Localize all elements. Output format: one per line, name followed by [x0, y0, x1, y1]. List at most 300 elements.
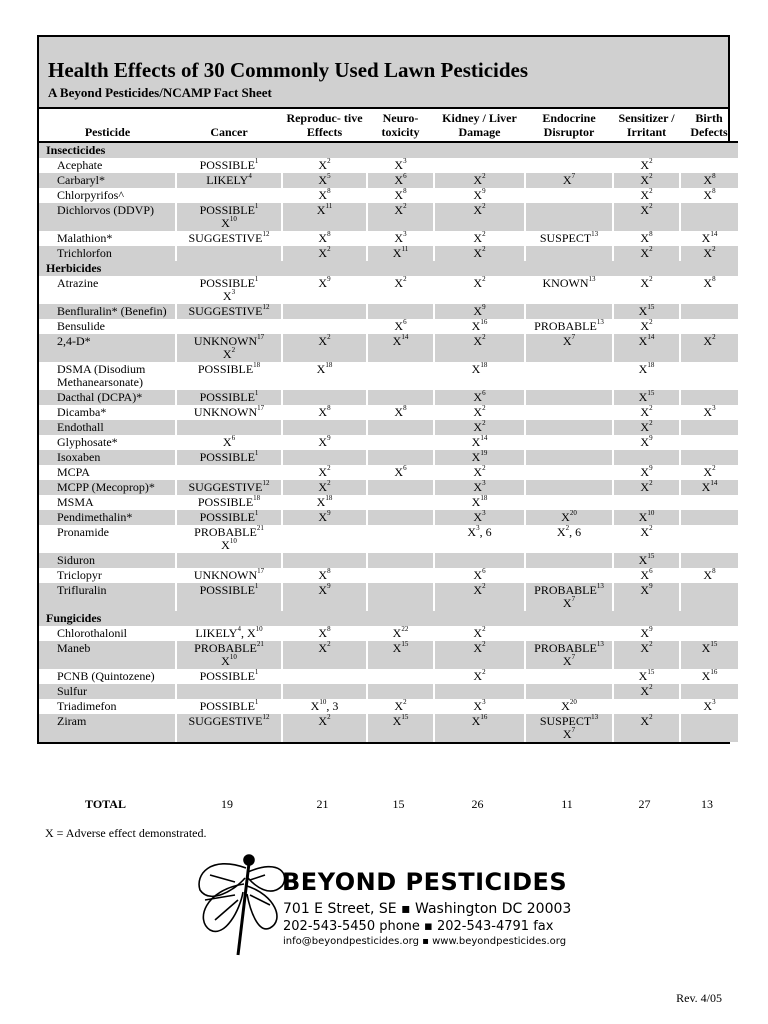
effect-cell: LIKELY$^4$, $X^{10}$	[176, 626, 282, 641]
effect-cell	[525, 246, 613, 261]
column-header: Pesticide	[39, 109, 176, 142]
effect-cell	[525, 188, 613, 203]
effect-cell: $X^3$	[367, 158, 434, 173]
effect-cell: $X^{15}$	[613, 304, 680, 319]
effect-cell	[176, 188, 282, 203]
effect-cell: $X^6$	[176, 435, 282, 450]
pesticide-name: 2,4-D*	[39, 334, 176, 362]
effect-cell	[680, 525, 738, 553]
pesticide-name: MCPA	[39, 465, 176, 480]
effect-cell: $X^2$	[613, 173, 680, 188]
total-value: 15	[392, 797, 405, 811]
effect-cell: $X^{18}$	[613, 362, 680, 390]
effect-cell	[525, 390, 613, 405]
effect-cell: $X^2$	[613, 203, 680, 231]
table-row	[39, 669, 738, 684]
table-row	[39, 641, 738, 669]
pesticide-name: Dichlorvos (DDVP)	[39, 203, 176, 231]
pesticide-name: Dacthal (DCPA)*	[39, 390, 176, 405]
effect-cell: $X^2$	[434, 626, 525, 641]
effect-cell	[282, 525, 367, 553]
category-label: Herbicides	[39, 261, 738, 276]
effect-cell	[525, 203, 613, 231]
effect-cell: $X^3$, 6	[434, 525, 525, 553]
table-row	[39, 568, 738, 583]
effect-cell: $X^9$	[613, 583, 680, 611]
effect-cell	[525, 435, 613, 450]
effect-cell: $X^6$	[434, 568, 525, 583]
table-row	[39, 714, 738, 742]
effect-cell: $X^8$	[282, 188, 367, 203]
effect-cell: $X^{20}$	[525, 510, 613, 525]
pesticide-name: Trifluralin	[39, 583, 176, 611]
effect-cell: $X^{16}$	[680, 669, 738, 684]
effect-cell: $X^2$	[434, 276, 525, 304]
effect-cell	[282, 319, 367, 334]
column-header: Birth Defects	[680, 109, 738, 142]
effect-cell	[434, 158, 525, 173]
page-title: Health Effects of 30 Commonly Used Lawn Pesticides	[48, 58, 529, 82]
pesticide-name: Endothall	[39, 420, 176, 435]
pesticide-name: MSMA	[39, 495, 176, 510]
effect-cell	[367, 362, 434, 390]
effect-cell: $X^6$	[434, 390, 525, 405]
effect-cell: $X^2$	[434, 173, 525, 188]
effect-cell	[367, 684, 434, 699]
effect-cell: $X^9$	[434, 188, 525, 203]
effect-cell: POSSIBLE$^{18}$	[176, 362, 282, 390]
effect-cell: $X^2$	[282, 334, 367, 362]
effect-cell	[680, 583, 738, 611]
pesticide-table	[39, 109, 738, 742]
effect-cell: $X^2$	[434, 583, 525, 611]
effect-cell: $X^9$	[282, 510, 367, 525]
effect-cell: $X^2$	[282, 246, 367, 261]
effect-cell: $X^2$	[282, 158, 367, 173]
pesticide-name: Bensulide	[39, 319, 176, 334]
category-label: Insecticides	[39, 142, 738, 158]
effect-cell: $X^9$	[282, 435, 367, 450]
effect-cell: UNKNOWN$^{17}$	[176, 405, 282, 420]
effect-cell: POSSIBLE$^1$	[176, 450, 282, 465]
effect-cell: PROBABLE$^{13}$ $X^7$	[525, 641, 613, 669]
pesticide-name: Malathion*	[39, 231, 176, 246]
effect-cell: $X^7$	[525, 173, 613, 188]
effect-cell: $X^6$	[367, 465, 434, 480]
effect-cell: $X^{15}$	[367, 641, 434, 669]
effect-cell: $X^2$	[434, 669, 525, 684]
effect-cell	[525, 669, 613, 684]
effect-cell	[282, 669, 367, 684]
total-value: 26	[471, 797, 484, 811]
table-row	[39, 173, 738, 188]
pesticide-name: Sulfur	[39, 684, 176, 699]
pesticide-name: Glyphosate*	[39, 435, 176, 450]
effect-cell	[176, 319, 282, 334]
effect-cell: $X^2$	[613, 405, 680, 420]
effect-cell: $X^2$	[613, 684, 680, 699]
effect-cell	[680, 158, 738, 173]
effect-cell	[282, 684, 367, 699]
effect-cell	[176, 684, 282, 699]
effect-cell: $X^2$	[434, 203, 525, 231]
effect-cell	[367, 304, 434, 319]
table-row	[39, 480, 738, 495]
effect-cell	[525, 362, 613, 390]
effect-cell: $X^{18}$	[282, 362, 367, 390]
effect-cell: PROBABLE$^{21}$ $X^{10}$	[176, 641, 282, 669]
effect-cell	[176, 246, 282, 261]
effect-cell	[680, 203, 738, 231]
pesticide-name: PCNB (Quintozene)	[39, 669, 176, 684]
pesticide-name: Triclopyr	[39, 568, 176, 583]
table-row	[39, 158, 738, 173]
effect-cell: $X^2$	[434, 231, 525, 246]
effect-cell: $X^6$	[367, 319, 434, 334]
effect-cell: POSSIBLE$^{18}$	[176, 495, 282, 510]
effect-cell: $X^{18}$	[282, 495, 367, 510]
effect-cell: POSSIBLE$^1$	[176, 510, 282, 525]
effect-cell: $X^9$	[613, 435, 680, 450]
table-row	[39, 203, 738, 231]
effect-cell: $X^2$	[282, 480, 367, 495]
effect-cell	[367, 553, 434, 568]
column-header: Neuro- toxicity	[367, 109, 434, 142]
effect-cell: $X^{11}$	[367, 246, 434, 261]
effect-cell	[613, 495, 680, 510]
effect-cell: $X^{14}$	[367, 334, 434, 362]
effect-cell	[176, 465, 282, 480]
effect-cell: $X^{15}$	[367, 714, 434, 742]
effect-cell: $X^2$	[282, 641, 367, 669]
effect-cell	[367, 435, 434, 450]
effect-cell: $X^2$, 6	[525, 525, 613, 553]
effect-cell: $X^2$	[680, 246, 738, 261]
effect-cell: $X^8$	[367, 188, 434, 203]
pesticide-name: Isoxaben	[39, 450, 176, 465]
effect-cell	[282, 450, 367, 465]
effect-cell: $X^8$	[367, 405, 434, 420]
effect-cell: $X^2$	[680, 334, 738, 362]
effect-cell	[680, 510, 738, 525]
table-row	[39, 465, 738, 480]
effect-cell: $X^9$	[434, 304, 525, 319]
effect-cell: $X^2$	[434, 334, 525, 362]
effect-cell: $X^9$	[613, 465, 680, 480]
org-web: info@beyondpesticides.org ▪ www.beyondpesticides.org	[283, 936, 567, 947]
effect-cell: $X^{18}$	[434, 362, 525, 390]
category-row	[39, 611, 738, 626]
effect-cell	[680, 684, 738, 699]
pesticide-name: Pendimethalin*	[39, 510, 176, 525]
pesticide-name: Acephate	[39, 158, 176, 173]
effect-cell	[680, 304, 738, 319]
org-phone: 202-543-5450 phone ▪ 202-543-4791 fax	[283, 919, 554, 934]
pesticide-name: Pronamide	[39, 525, 176, 553]
effect-cell: $X^2$	[613, 480, 680, 495]
effect-cell: SUSPECT$^{13}$	[525, 231, 613, 246]
effect-cell: PROBABLE$^{13}$ $X^7$	[525, 583, 613, 611]
effect-cell: $X^8$	[282, 405, 367, 420]
table-row	[39, 420, 738, 435]
table-row	[39, 626, 738, 641]
effect-cell: SUGGESTIVE$^{12}$	[176, 714, 282, 742]
effect-cell	[434, 684, 525, 699]
org-address: 701 E Street, SE ▪ Washington DC 20003	[283, 901, 572, 917]
category-row	[39, 142, 738, 158]
table-row	[39, 510, 738, 525]
pesticide-name: Carbaryl*	[39, 173, 176, 188]
effect-cell: $X^{15}$	[613, 390, 680, 405]
effect-cell	[525, 684, 613, 699]
effect-cell: $X^8$	[613, 231, 680, 246]
effect-cell: $X^2$	[680, 465, 738, 480]
effect-cell: $X^8$	[680, 568, 738, 583]
effect-cell: $X^{14}$	[680, 480, 738, 495]
effect-cell: $X^5$	[282, 173, 367, 188]
effect-cell: POSSIBLE$^1$	[176, 669, 282, 684]
pesticide-name: Trichlorfon	[39, 246, 176, 261]
effect-cell: $X^2$	[282, 465, 367, 480]
totals-row	[37, 797, 736, 812]
column-header: Reproduc- tive Effects	[282, 109, 367, 142]
effect-cell: POSSIBLE$^1$	[176, 699, 282, 714]
effect-cell	[282, 304, 367, 319]
effect-cell	[525, 420, 613, 435]
pesticide-name: Chlorpyrifos^	[39, 188, 176, 203]
table-row	[39, 435, 738, 450]
effect-cell	[434, 553, 525, 568]
effect-cell: $X^2$	[613, 525, 680, 553]
effect-cell: KNOWN$^{13}$	[525, 276, 613, 304]
table-row	[39, 390, 738, 405]
legend-note: X = Adverse effect demonstrated.	[45, 826, 207, 840]
table-row	[39, 231, 738, 246]
revision-date: Rev. 4/05	[676, 991, 722, 1005]
effect-cell	[367, 510, 434, 525]
effect-cell: UNKNOWN$^{17}$ $X^2$	[176, 334, 282, 362]
effect-cell	[680, 450, 738, 465]
effect-cell: $X^2$	[613, 641, 680, 669]
effect-cell: $X^{22}$	[367, 626, 434, 641]
effect-cell: POSSIBLE$^1$ $X^3$	[176, 276, 282, 304]
effect-cell: $X^2$	[367, 203, 434, 231]
effect-cell: $X^3$	[680, 699, 738, 714]
effect-cell: $X^2$	[613, 158, 680, 173]
effect-cell: $X^{16}$	[434, 714, 525, 742]
table-row	[39, 188, 738, 203]
table-row	[39, 450, 738, 465]
effect-cell: POSSIBLE$^1$ $X^{10}$	[176, 203, 282, 231]
effect-cell: $X^{14}$	[613, 334, 680, 362]
effect-cell: $X^6$	[367, 173, 434, 188]
total-value: 11	[561, 797, 573, 811]
effect-cell: UNKNOWN$^{17}$	[176, 568, 282, 583]
table-row	[39, 276, 738, 304]
effect-cell: $X^{18}$	[434, 495, 525, 510]
effect-cell: $X^2$	[613, 714, 680, 742]
effect-cell: $X^8$	[282, 568, 367, 583]
effect-cell: $X^{11}$	[282, 203, 367, 231]
effect-cell: $X^{16}$	[434, 319, 525, 334]
total-value: 27	[638, 797, 651, 811]
effect-cell	[680, 390, 738, 405]
effect-cell	[525, 405, 613, 420]
effect-cell	[680, 714, 738, 742]
pesticide-name: MCPP (Mecoprop)*	[39, 480, 176, 495]
effect-cell: $X^2$	[613, 246, 680, 261]
effect-cell: $X^{15}$	[680, 641, 738, 669]
table-row	[39, 525, 738, 553]
effect-cell: $X^7$	[525, 334, 613, 362]
effect-cell: $X^2$	[367, 276, 434, 304]
effect-cell	[680, 553, 738, 568]
pesticide-name: Benfluralin* (Benefin)	[39, 304, 176, 319]
effect-cell: $X^{14}$	[680, 231, 738, 246]
sheet-header	[39, 37, 728, 109]
effect-cell: $X^8$	[282, 231, 367, 246]
effect-cell	[367, 495, 434, 510]
effect-cell: $X^8$	[282, 626, 367, 641]
effect-cell	[282, 390, 367, 405]
table-row	[39, 583, 738, 611]
category-row	[39, 261, 738, 276]
effect-cell	[367, 480, 434, 495]
effect-cell: $X^{20}$	[525, 699, 613, 714]
table-row	[39, 553, 738, 568]
effect-cell: LIKELY$^4$	[176, 173, 282, 188]
effect-cell: $X^3$	[434, 510, 525, 525]
effect-cell: $X^{10}$, 3	[282, 699, 367, 714]
effect-cell: PROBABLE$^{21}$ $X^{10}$	[176, 525, 282, 553]
effect-cell	[176, 553, 282, 568]
effect-cell: $X^2$	[613, 276, 680, 304]
table-row	[39, 699, 738, 714]
column-header: Endocrine Disruptor	[525, 109, 613, 142]
effect-cell: $X^2$	[367, 699, 434, 714]
effect-cell: $X^2$	[613, 188, 680, 203]
effect-cell: $X^2$	[282, 714, 367, 742]
effect-cell	[680, 420, 738, 435]
effect-cell	[367, 525, 434, 553]
column-header: Sensitizer / Irritant	[613, 109, 680, 142]
table-row	[39, 246, 738, 261]
effect-cell	[525, 568, 613, 583]
effect-cell: $X^8$	[680, 188, 738, 203]
effect-cell: $X^{14}$	[434, 435, 525, 450]
effect-cell	[367, 669, 434, 684]
effect-cell	[680, 495, 738, 510]
pesticide-name: DSMA (Disodium Methanearsonate)	[39, 362, 176, 390]
effect-cell	[680, 319, 738, 334]
effect-cell	[367, 420, 434, 435]
effect-cell: $X^2$	[434, 246, 525, 261]
effect-cell: POSSIBLE$^1$	[176, 390, 282, 405]
effect-cell: $X^2$	[434, 405, 525, 420]
effect-cell: $X^6$	[613, 568, 680, 583]
effect-cell: SUGGESTIVE$^{12}$	[176, 480, 282, 495]
effect-cell	[282, 420, 367, 435]
effect-cell: POSSIBLE$^1$	[176, 583, 282, 611]
effect-cell: POSSIBLE$^1$	[176, 158, 282, 173]
effect-cell: SUGGESTIVE$^{12}$	[176, 231, 282, 246]
effect-cell: $X^9$	[282, 583, 367, 611]
total-label: TOTAL	[85, 797, 126, 811]
effect-cell	[680, 435, 738, 450]
effect-cell: $X^8$	[680, 276, 738, 304]
effect-cell	[613, 699, 680, 714]
pesticide-name: Dicamba*	[39, 405, 176, 420]
effect-cell: $X^8$	[680, 173, 738, 188]
effect-cell: PROBABLE$^{13}$	[525, 319, 613, 334]
effect-cell	[367, 390, 434, 405]
effect-cell: $X^9$	[282, 276, 367, 304]
table-row	[39, 334, 738, 362]
effect-cell	[525, 495, 613, 510]
effect-cell	[525, 480, 613, 495]
effect-cell: $X^2$	[434, 420, 525, 435]
effect-cell	[525, 553, 613, 568]
column-header: Kidney / Liver Damage	[434, 109, 525, 142]
table-row	[39, 684, 738, 699]
fact-sheet	[37, 35, 730, 744]
effect-cell: $X^9$	[613, 626, 680, 641]
column-header: Cancer	[176, 109, 282, 142]
effect-cell: $X^{15}$	[613, 669, 680, 684]
effect-cell	[367, 583, 434, 611]
effect-cell: $X^3$	[434, 699, 525, 714]
table-header-row	[39, 109, 738, 142]
effect-cell: $X^3$	[367, 231, 434, 246]
table-row	[39, 304, 738, 319]
effect-cell	[367, 568, 434, 583]
page-subtitle: A Beyond Pesticides/NCAMP Fact Sheet	[48, 85, 272, 100]
effect-cell: SUGGESTIVE$^{12}$	[176, 304, 282, 319]
pesticide-name: Siduron	[39, 553, 176, 568]
org-name: BEYOND PESTICIDES	[282, 868, 568, 896]
effect-cell	[282, 553, 367, 568]
effect-cell	[176, 420, 282, 435]
effect-cell: $X^{10}$	[613, 510, 680, 525]
category-label: Fungicides	[39, 611, 738, 626]
table-row	[39, 495, 738, 510]
pesticide-name: Atrazine	[39, 276, 176, 304]
effect-cell	[367, 450, 434, 465]
effect-cell: $X^{19}$	[434, 450, 525, 465]
effect-cell	[525, 465, 613, 480]
pesticide-name: Chlorothalonil	[39, 626, 176, 641]
total-value: 13	[701, 797, 713, 811]
effect-cell	[680, 626, 738, 641]
total-value: 21	[316, 797, 329, 811]
effect-cell	[680, 362, 738, 390]
pesticide-name: Triadimefon	[39, 699, 176, 714]
table-row	[39, 362, 738, 390]
effect-cell	[525, 158, 613, 173]
effect-cell	[525, 304, 613, 319]
effect-cell: $X^2$	[613, 420, 680, 435]
table-row	[39, 319, 738, 334]
effect-cell	[613, 450, 680, 465]
effect-cell	[525, 450, 613, 465]
effect-cell: $X^2$	[613, 319, 680, 334]
effect-cell: $X^3$	[434, 480, 525, 495]
pesticide-name: Maneb	[39, 641, 176, 669]
pesticide-name: Ziram	[39, 714, 176, 742]
effect-cell: $X^3$	[680, 405, 738, 420]
effect-cell: $X^2$	[434, 465, 525, 480]
table-row	[39, 405, 738, 420]
